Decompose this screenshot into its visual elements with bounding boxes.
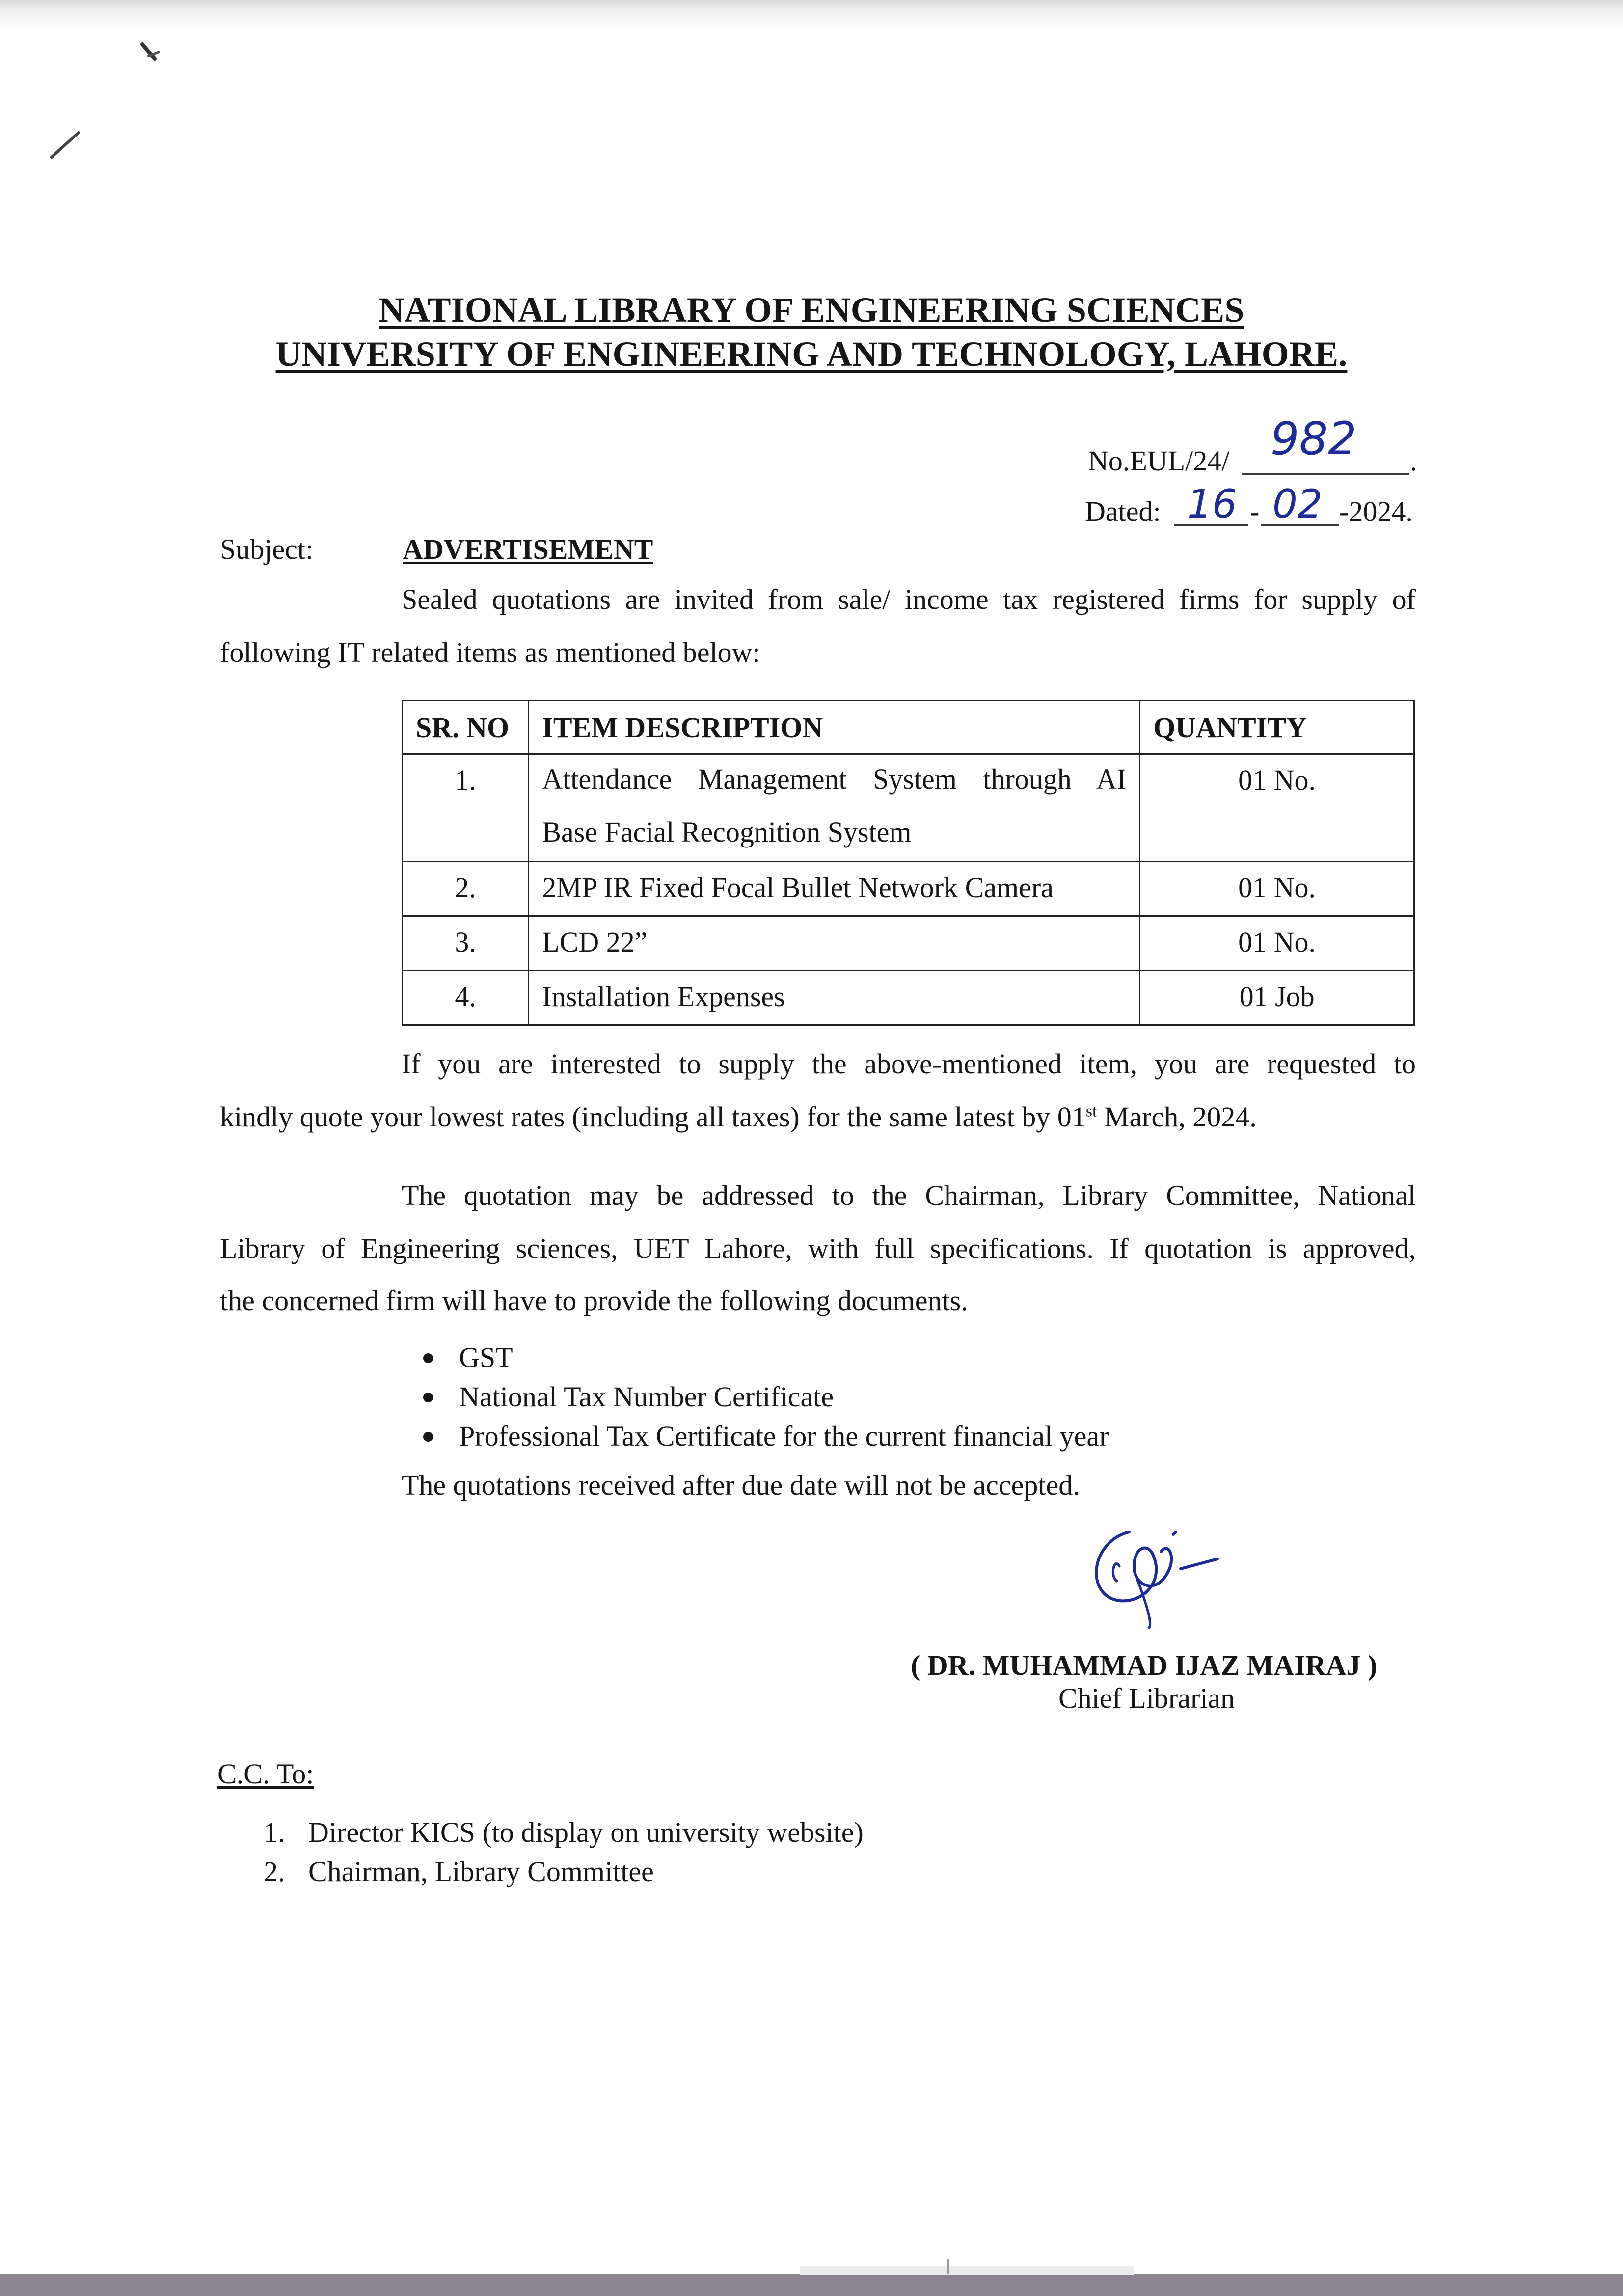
date-day-handwritten: 16 xyxy=(1187,481,1237,527)
scan-top-shadow xyxy=(0,0,1623,29)
staple-mark-icon xyxy=(133,34,172,74)
para2-line-1: If you are interested to supply the above-mentioned item, you are requested to xyxy=(402,1048,1416,1080)
date-separator: - xyxy=(1250,495,1260,527)
reference-number-line xyxy=(1242,473,1409,475)
intro-line-1: Sealed quotations are invited from sale/ income tax registered firms for supply of xyxy=(402,583,1416,615)
para3-line-1: The quotation may be addressed to the Chairman, Library Committee, National xyxy=(402,1179,1416,1211)
cc-item-text: Director KICS (to display on university website) xyxy=(308,1816,864,1848)
document-item: GST xyxy=(459,1341,513,1373)
table-cell-description: 2MP IR Fixed Focal Bullet Network Camera xyxy=(529,862,1140,916)
subject-value: ADVERTISEMENT xyxy=(403,533,653,565)
date-year: -2024. xyxy=(1339,495,1413,527)
table-cell-quantity: 01 No. xyxy=(1140,916,1414,971)
signatory-name: ( DR. MUHAMMAD IJAZ MAIRAJ ) xyxy=(911,1649,1378,1681)
table-cell-quantity: 01 No. xyxy=(1140,754,1414,862)
scan-bottom-tick xyxy=(947,2259,949,2274)
table-cell-description xyxy=(529,754,1140,862)
bullet-icon xyxy=(423,1432,433,1442)
cc-item-number: 1. xyxy=(264,1816,285,1848)
reference-suffix: . xyxy=(1410,445,1417,477)
scan-bottom-edge xyxy=(0,2274,1623,2296)
table-cell-sr: 2. xyxy=(403,862,529,916)
subject-label: Subject: xyxy=(220,533,314,565)
cc-item-text: Chairman, Library Committee xyxy=(308,1856,654,1887)
closing-statement: The quotations received after due date will not be accepted. xyxy=(402,1469,1080,1501)
cc-label: C.C. To: xyxy=(217,1758,314,1790)
document-item: National Tax Number Certificate xyxy=(459,1381,834,1413)
signatory-title: Chief Librarian xyxy=(1058,1682,1235,1714)
table-cell-quantity: 01 Job xyxy=(1140,971,1414,1025)
para3-line-2: Library of Engineering sciences, UET Lahore, with full specifications. If quotation is approved, xyxy=(220,1232,1416,1264)
description-line-2: Base Facial Recognition System xyxy=(542,816,912,848)
bullet-icon xyxy=(423,1393,433,1402)
para2-line-2-date: March, 2024. xyxy=(1097,1101,1257,1133)
items-table xyxy=(402,700,1415,1026)
bullet-icon xyxy=(423,1353,433,1363)
table-row xyxy=(403,754,1414,862)
header-university-name: UNIVERSITY OF ENGINEERING AND TECHNOLOGY, LAHORE. xyxy=(275,334,1348,374)
scan-bottom-strip xyxy=(800,2266,1134,2275)
intro-line-2: following IT related items as mentioned below: xyxy=(220,636,760,668)
table-header-description: ITEM DESCRIPTION xyxy=(529,701,1140,754)
document-item: Professional Tax Certificate for the current financial year xyxy=(459,1420,1109,1452)
reference-number-handwritten: 982 xyxy=(1271,412,1357,465)
table-header-quantity: QUANTITY xyxy=(1140,701,1414,754)
date-label: Dated: xyxy=(1085,495,1161,527)
table-cell-quantity: 01 No. xyxy=(1140,862,1414,916)
para2-superscript: st xyxy=(1085,1102,1097,1121)
para2-line-2-text: kindly quote your lowest rates (including all taxes) for the same latest by 01 xyxy=(220,1101,1086,1133)
para2-line-2 xyxy=(220,1103,1257,1131)
table-row xyxy=(403,971,1414,1025)
table-header-sr: SR. NO xyxy=(403,701,529,754)
table-cell-description: Installation Expenses xyxy=(529,971,1140,1025)
date-month-handwritten: 02 xyxy=(1272,481,1323,527)
pen-mark-icon xyxy=(44,128,83,167)
reference-prefix: No.EUL/24/ xyxy=(1088,445,1230,477)
table-cell-sr: 3. xyxy=(403,916,529,971)
cc-item-number: 2. xyxy=(264,1856,285,1887)
table-row xyxy=(403,862,1414,916)
header-library-name: NATIONAL LIBRARY OF ENGINEERING SCIENCES xyxy=(379,290,1244,329)
para3-line-3: the concerned firm will have to provide the following documents. xyxy=(220,1285,968,1316)
table-cell-sr: 1. xyxy=(403,754,529,862)
signature-icon xyxy=(1070,1512,1227,1630)
table-row xyxy=(403,916,1414,971)
table-cell-sr: 4. xyxy=(403,971,529,1025)
description-line-1: Attendance Management System through AI xyxy=(542,763,1127,795)
table-cell-description: LCD 22” xyxy=(529,916,1140,971)
table-header-row xyxy=(403,701,1414,754)
